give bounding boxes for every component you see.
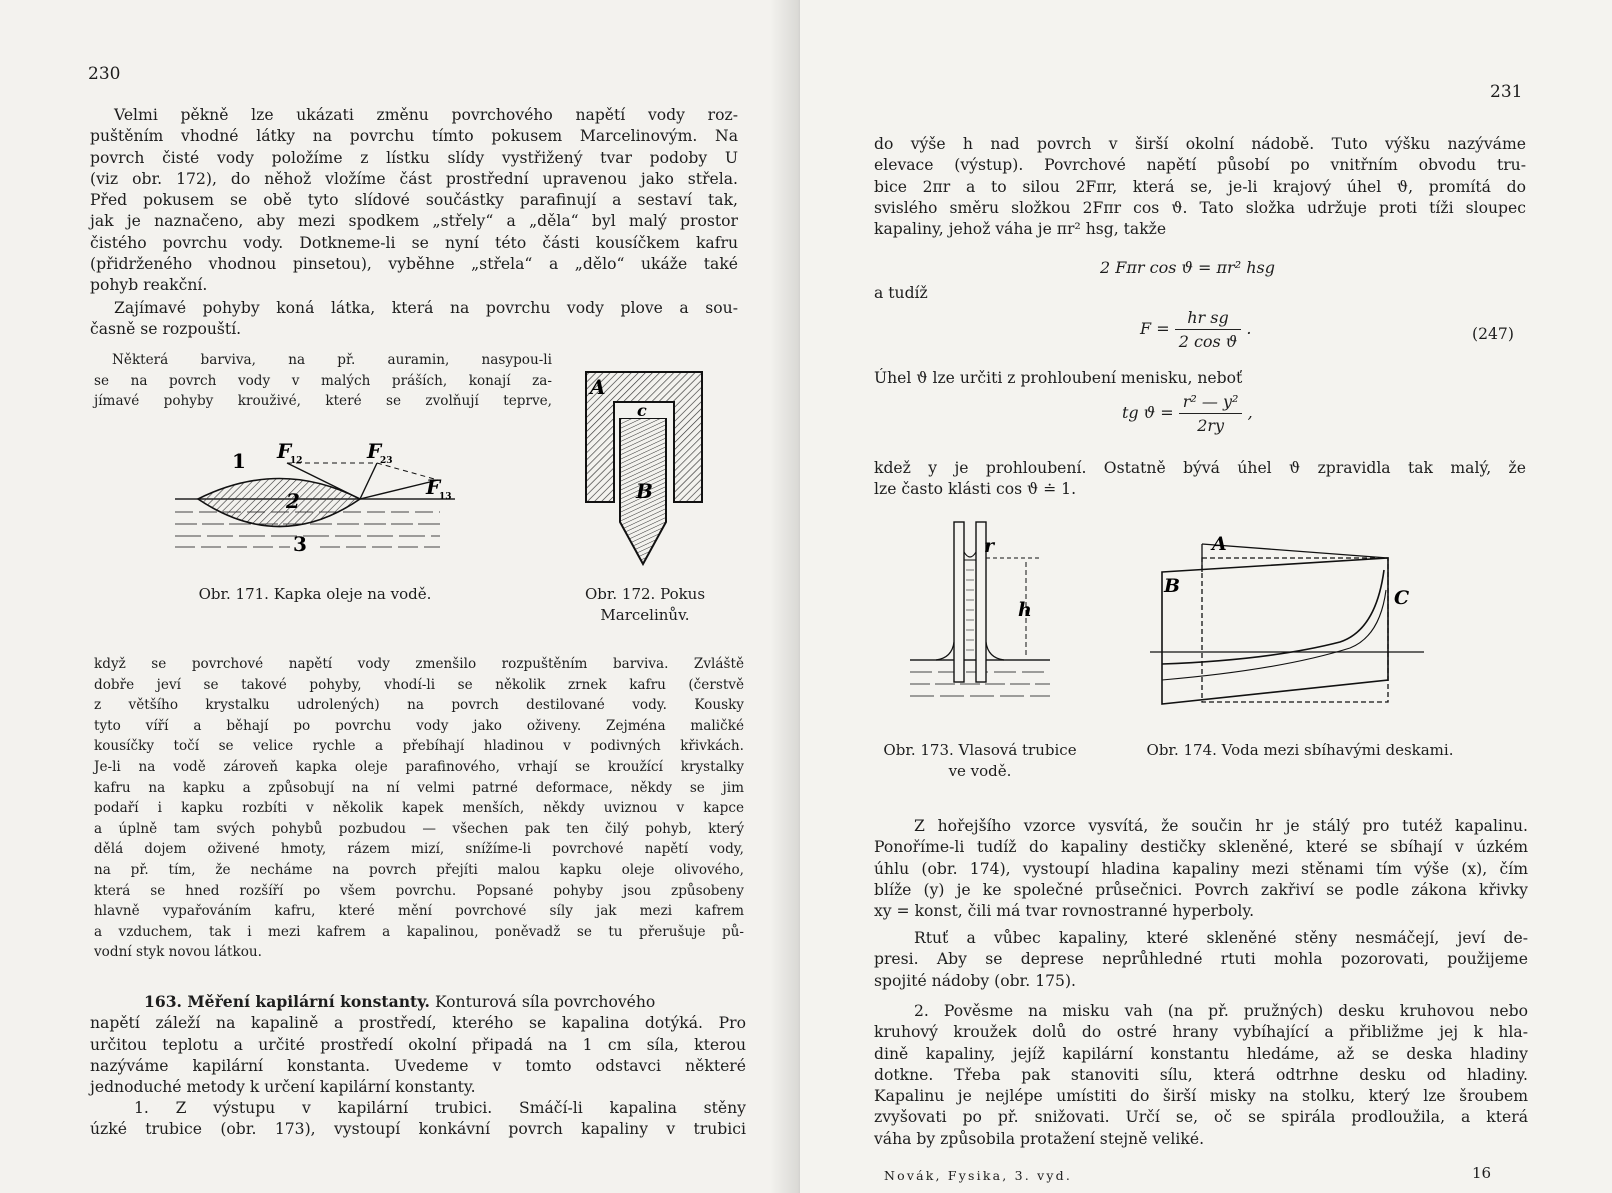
paragraph-line: kapaliny, jehož váha je πr² hsg, takže bbox=[874, 220, 1167, 239]
paragraph-line: Zajímavé pohyby koná látka, která na povrchu vody plove a sou- bbox=[114, 299, 738, 317]
figure-172-caption bbox=[560, 584, 730, 626]
left-small-text-dyes bbox=[94, 350, 552, 412]
paragraph-line: Z hořejšího vzorce vysvítá, že součin hr je stálý pro tutéž kapalinu. bbox=[914, 817, 1528, 835]
small-text-line: a úplně tam svých pohybů pozbudou — všechen pak ten čilý pohyb, který bbox=[94, 820, 744, 837]
paragraph-line: Rtuť a vůbec kapaliny, které skleněné stěny nesmáčejí, jeví de- bbox=[914, 929, 1528, 947]
figure-171-caption: Obr. 171. Kapka oleje na vodě. bbox=[198, 585, 432, 603]
section-line: nazýváme kapilární konstanta. Uvedeme v tomto odstavci některé bbox=[90, 1056, 746, 1075]
paragraph-line: dotkne. Třeba pak stanoviti sílu, která odtrhne desku od hladiny. bbox=[874, 1065, 1528, 1084]
small-text-line: se na povrch vody v malých práších, konají za- bbox=[94, 372, 552, 389]
fig171-label-3: 3 bbox=[293, 532, 307, 556]
fig172-label-c: c bbox=[637, 401, 647, 420]
eq-tg-comma: , bbox=[1247, 403, 1253, 422]
left-page bbox=[0, 0, 800, 1193]
figure-171-oil-drop bbox=[170, 436, 460, 566]
fig171-force-13-sub: 13 bbox=[439, 492, 452, 502]
paragraph-line: svislého směru složkou 2Fπr cos ϑ. Tato složka udržuje proti tíži sloupec bbox=[874, 198, 1526, 217]
text-angle-line bbox=[874, 368, 1526, 389]
section-line: určitou teplotu a určité prostředí okolní připadá na 1 cm síla, kterou bbox=[90, 1035, 746, 1054]
eq247-fraction bbox=[1175, 308, 1242, 351]
right-paragraph-hyperbola bbox=[874, 816, 1528, 922]
small-text-line: když se povrchové napětí vody zmenšilo rozpuštěním barviva. Zvláště bbox=[94, 656, 744, 672]
equation-number-247: (247) bbox=[1472, 325, 1514, 343]
left-paragraph-dissolving bbox=[90, 298, 738, 341]
figure-173-caption-line1: Obr. 173. Vlasová trubice bbox=[883, 741, 1077, 759]
page-number-right: 231 bbox=[1490, 82, 1523, 102]
meniscus bbox=[964, 552, 976, 557]
fig173-label-h: h bbox=[1018, 599, 1032, 621]
paragraph-line: jak je naznačeno, aby mezi spodkem „střely“ a „děla“ byl malý prostor bbox=[90, 212, 738, 231]
fig172-label-b: B bbox=[636, 479, 653, 503]
page-number-left: 230 bbox=[88, 64, 121, 84]
eq-tg-fraction bbox=[1179, 392, 1243, 435]
angle-line-text: Úhel ϑ lze určiti z prohloubení menisku, neboť bbox=[874, 369, 1243, 387]
eq-tg-denominator: 2ry bbox=[1197, 416, 1225, 435]
paragraph-line: Ponoříme-li tudíž do kapaliny destičky skleněné, které se sbíhají v úzkém bbox=[874, 838, 1528, 857]
method-line: úzké trubice (obr. 173), vystoupí konkávní povrch kapaliny v trubici bbox=[90, 1120, 746, 1139]
plate-b bbox=[1162, 558, 1388, 704]
figure-174-converging-plates bbox=[1150, 530, 1440, 730]
paragraph-line: bice 2πr a to silou 2Fπr, která se, je-li krajový úhel ϑ, promítá do bbox=[874, 177, 1526, 196]
footer-sheet-number: 16 bbox=[1472, 1164, 1492, 1182]
fig173-label-r: r bbox=[984, 535, 995, 557]
left-paragraph-marcelin bbox=[90, 105, 738, 297]
small-text-line: jímavé pohyby krouživé, které se zvolňují teprve, bbox=[94, 393, 552, 410]
fig174-label-a: A bbox=[1212, 533, 1227, 555]
eq-tg-lhs: tg ϑ = bbox=[1122, 403, 1174, 422]
figure-173-caption-line2: ve vodě. bbox=[948, 762, 1012, 780]
eq247-lhs: F = bbox=[1140, 319, 1170, 338]
fig171-force-13: F bbox=[426, 475, 441, 499]
fig172-label-a: A bbox=[590, 375, 606, 399]
paragraph-line: (přidrženého vhodnou pinsetou), vyběhne „střela“ a „dělo“ ukáže také bbox=[90, 255, 738, 274]
paragraph-line: elevace (výstup). Povrchové napětí působí po vnitřním obvodu tru- bbox=[874, 156, 1526, 175]
eq-tg-numerator: r² — y² bbox=[1179, 392, 1243, 414]
small-text-line: a vzduchem, tak i mezi kafrem a kapalinou, poněvadž se tu přerušuje pů- bbox=[94, 923, 744, 940]
small-text-line: hlavně vypařováním kafru, které mění povrchové síly jak mezi kafrem bbox=[94, 903, 744, 920]
paragraph-line: úhlu (obr. 174), vystoupí hladina kapaliny mezi stěnami tím výše (x), čím bbox=[874, 859, 1528, 878]
small-text-line: tyto víří a běhají po povrchu vody jako oživeny. Zejména maličké bbox=[94, 717, 744, 734]
paragraph-line: váha by způsobila protažení stejně veliké. bbox=[874, 1129, 1205, 1148]
small-text-line: na př. tím, že necháme na povrch přejíti malou kapku oleje olivového, bbox=[94, 861, 744, 878]
small-text-line: z většího krystalku udrolených) na povrch destilované vody. Kousky bbox=[94, 697, 744, 714]
paragraph-line: lze často klásti cos ϑ ≐ 1. bbox=[874, 480, 1077, 499]
fig171-label-2: 2 bbox=[286, 489, 300, 513]
section-line: napětí záleží na kapalině a prostředí, kterého se kapalina dotýká. Pro bbox=[90, 1014, 746, 1033]
eq247-denominator: 2 cos ϑ bbox=[1178, 332, 1238, 351]
fig171-force-23: F bbox=[367, 439, 382, 463]
paragraph-line: Kapalinu je nejlépe umístiti do širší misky na stolku, který lze šroubem bbox=[874, 1087, 1528, 1106]
equation-247 bbox=[1140, 308, 1251, 351]
method-line: 1. Z výstupu v kapilární trubici. Smáčí-li kapalina stěny bbox=[134, 1099, 746, 1117]
tube-wall-left bbox=[954, 522, 964, 682]
figure-173-caption bbox=[860, 740, 1100, 782]
paragraph-line: (viz obr. 172), do něhož vložíme část prostřední upravenou jako střela. bbox=[90, 169, 738, 188]
eq247-dot: . bbox=[1246, 319, 1252, 338]
figure-172-caption-line2: Marcelinův. bbox=[600, 606, 690, 624]
fig174-label-b: B bbox=[1164, 575, 1181, 597]
right-paragraph-mercury bbox=[874, 928, 1528, 992]
fig174-label-c: C bbox=[1394, 587, 1410, 609]
figure-173-capillary-tube bbox=[900, 520, 1100, 720]
small-text-line: kousíčky točí se velice rychle a přebíhají hladinou v podivných křivkách. bbox=[94, 738, 744, 755]
right-paragraph-kdez bbox=[874, 458, 1526, 501]
paragraph-line: Před pokusem se obě tyto slídové součástky parafinují a sestaví tak, bbox=[90, 191, 738, 210]
equation-1: 2 Fπr cos ϑ = πr² hsg bbox=[1100, 258, 1275, 277]
paragraph-line: xy = konst, čili má tvar rovnostranné hyperboly. bbox=[874, 902, 1255, 921]
left-method-1 bbox=[90, 1098, 746, 1141]
right-paragraph-elevation bbox=[874, 134, 1526, 240]
right-paragraph-balance bbox=[874, 1001, 1528, 1150]
oil-drop-shape bbox=[198, 479, 360, 527]
footer-signature: Novák, Fysika, 3. vyd. bbox=[884, 1168, 1073, 1183]
paragraph-line: kruhový kroužek dolů do ostré hrany vybíhající a přibližme jej k hla- bbox=[874, 1023, 1528, 1042]
left-small-text-camphor bbox=[94, 654, 744, 963]
section-163-heading: 163. Měření kapilární konstanty. bbox=[144, 992, 430, 1011]
paragraph-line: povrch čisté vody položíme z lístku slídy vystřižený tvar podoby U bbox=[90, 148, 738, 167]
small-text-line: dobře jeví se takové pohyby, vhodí-li se několik zrnek kafru (čerstvě bbox=[94, 676, 744, 693]
small-text-line: vodní styk novou látkou. bbox=[94, 944, 262, 961]
left-section-163 bbox=[90, 991, 746, 1098]
paragraph-line: časně se rozpouští. bbox=[90, 320, 242, 339]
paragraph-line: čistého povrchu vody. Dotkneme-li se nyní této části kousíčkem kafru bbox=[90, 233, 738, 252]
small-text-line: která se hned rozšíří po všem povrchu. Popsané pohyby jsou způsobeny bbox=[94, 882, 744, 899]
small-text-line: Je-li na vodě zároveň kapka oleje parafinového, vrhají se kroužící krystalky bbox=[94, 758, 744, 775]
paragraph-line: blíže (y) je ke společné průsečnici. Povrch zakřiví se podle zákona křivky bbox=[874, 880, 1528, 899]
small-text-line: podaří i kapku rozbíti v několik kapek menších, někdy uviznou v kapce bbox=[94, 800, 744, 817]
fig171-label-1: 1 bbox=[232, 449, 246, 473]
hyperbola-curve bbox=[1162, 570, 1384, 664]
paragraph-line: dině kapaliny, jejíž kapilární konstantu hledáme, až se deska hladiny bbox=[874, 1044, 1528, 1063]
figure-172-marcelin-experiment bbox=[584, 370, 706, 566]
paragraph-line: Velmi pěkně lze ukázati změnu povrchového napětí vody roz- bbox=[114, 106, 738, 124]
small-text-line: kafru na kapku a způsobují na ní velmi patrné deformace, někdy se jim bbox=[94, 779, 744, 796]
paragraph-line: spojité nádoby (obr. 175). bbox=[874, 971, 1077, 990]
paragraph-line: 2. Pověsme na misku vah (na př. pružných) desku kruhovou nebo bbox=[914, 1002, 1528, 1020]
right-page bbox=[800, 0, 1612, 1193]
small-text-line: dělá dojem oživené hmoty, rázem mizí, snížíme-li povrchové napětí vody, bbox=[94, 841, 744, 858]
section-163-line-0: Konturová síla povrchového bbox=[434, 993, 656, 1011]
paragraph-line: pohyb reakční. bbox=[90, 276, 208, 295]
fig171-force-23-sub: 23 bbox=[380, 456, 393, 466]
section-line: jednoduché metody k určení kapilární konstanty. bbox=[90, 1078, 476, 1097]
paragraph-line: puštěním vhodné látky na povrchu tímto pokusem Marcelinovým. Na bbox=[90, 127, 738, 146]
fig171-force-12-sub: 12 bbox=[290, 456, 303, 466]
paragraph-line: kdež y je prohloubení. Ostatně bývá úhel ϑ zpravidla tak malý, že bbox=[874, 459, 1526, 477]
figure-174-caption: Obr. 174. Voda mezi sbíhavými deskami. bbox=[1146, 741, 1454, 759]
paragraph-line: zvyšovati po př. snižovati. Určí se, oč se spirála prodloužila, a která bbox=[874, 1108, 1528, 1127]
fig171-force-12: F bbox=[277, 439, 292, 463]
small-text-line: Některá barviva, na př. auramin, nasypou-li bbox=[112, 352, 552, 368]
text-a-tudiz: a tudíž bbox=[874, 284, 928, 302]
equation-tg bbox=[1122, 392, 1253, 435]
paragraph-line: do výše h nad povrch v širší okolní nádobě. Tuto výšku nazýváme bbox=[874, 135, 1526, 153]
eq247-numerator: hr sg bbox=[1175, 308, 1242, 330]
paragraph-line: presi. Aby se deprese neprůhledné rtuti mohla pozorovati, použijeme bbox=[874, 950, 1528, 969]
figure-172-caption-line1: Obr. 172. Pokus bbox=[584, 585, 706, 603]
